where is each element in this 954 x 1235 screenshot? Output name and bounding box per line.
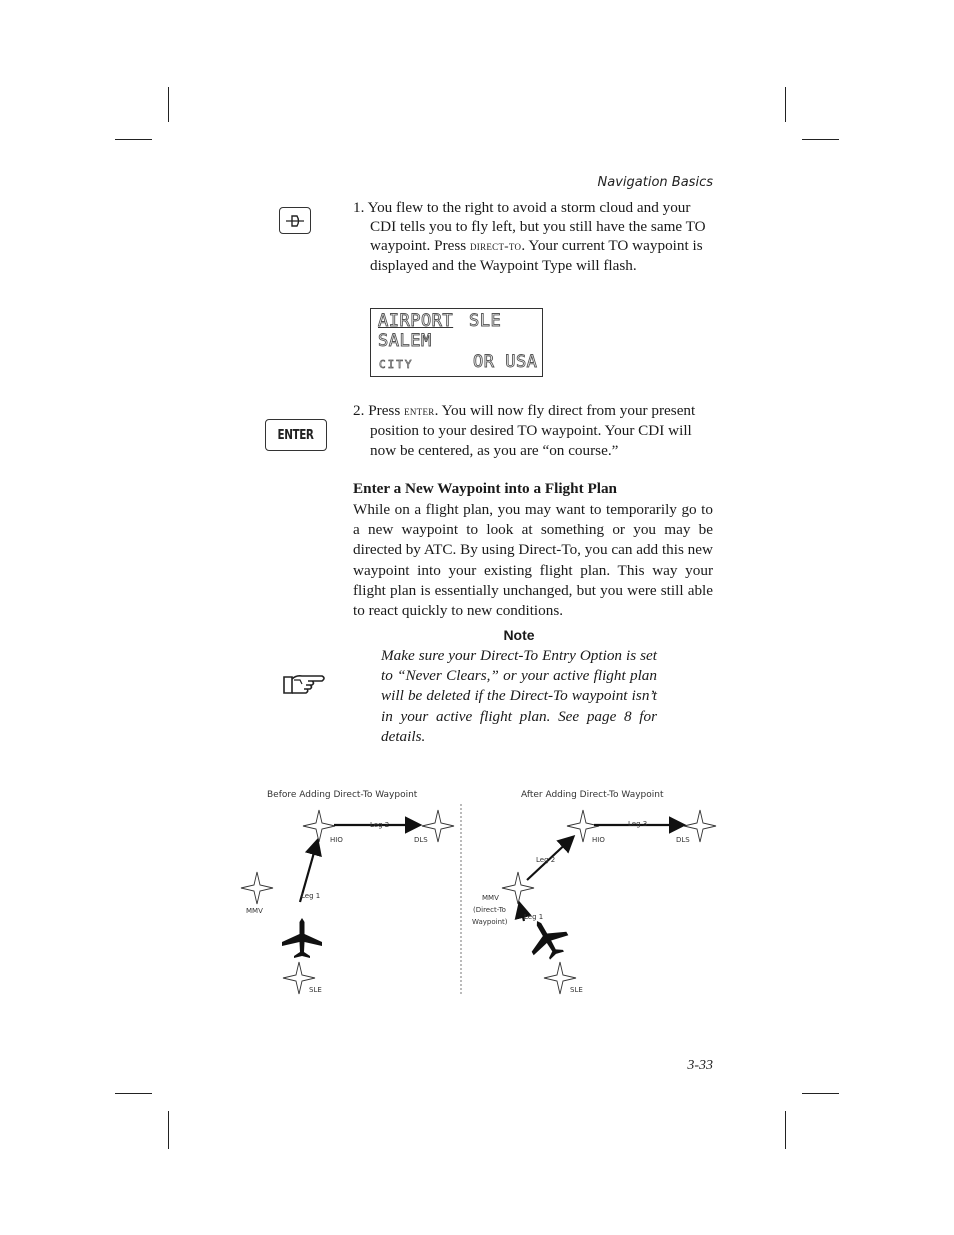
label-mmv: MMV xyxy=(482,894,499,902)
crop-mark xyxy=(168,1111,169,1149)
page-number: 3-33 xyxy=(687,1058,713,1073)
step-2 xyxy=(353,401,715,462)
step-1-text: 1. You flew to the right to avoid a storm cloud and your CDI tells you to fly left, but you still have the same TO waypoint. Press xyxy=(353,199,706,255)
lcd-region: OR USA xyxy=(473,352,538,372)
enter-key-inline: enter xyxy=(404,403,435,418)
label-mmv-note: (Direct-To xyxy=(473,906,506,914)
before-title: Before Adding Direct-To Waypoint xyxy=(267,790,418,800)
enter-key-label: ENTER xyxy=(277,427,315,443)
step-2-text-end: . You will now fly direct from your present position to your desired TO waypoint. Your CDI will now be centered, as you are “on course.” xyxy=(370,402,696,460)
step-2-text: 2. Press xyxy=(353,402,405,419)
label-dls: DLS xyxy=(676,836,690,844)
lcd-waypoint-name: SALEM xyxy=(378,331,432,351)
direct-to-diagram xyxy=(238,782,718,1002)
aircraft-icon xyxy=(282,918,322,958)
crop-mark xyxy=(115,1093,152,1094)
gps-screen xyxy=(370,308,543,377)
label-leg-2: Leg 2 xyxy=(370,821,390,829)
pointing-hand-icon xyxy=(282,671,328,699)
label-sle: SLE xyxy=(570,986,583,994)
section-heading: Enter a New Waypoint into a Flight Plan xyxy=(353,480,617,497)
label-leg-1: Leg 1 xyxy=(524,913,544,921)
label-leg-1: Leg 1 xyxy=(301,892,321,900)
label-hio: HIO xyxy=(592,836,605,844)
direct-to-key xyxy=(279,207,311,234)
label-leg-2: Leg 2 xyxy=(536,856,556,864)
direct-to-icon xyxy=(284,213,306,229)
lcd-waypoint-id: SLE xyxy=(469,311,502,331)
after-title: After Adding Direct-To Waypoint xyxy=(521,790,664,800)
label-sle: SLE xyxy=(309,986,322,994)
direct-to-key-label: direct-to xyxy=(469,238,522,254)
step-1 xyxy=(353,198,715,275)
crop-mark xyxy=(168,87,169,122)
crop-mark xyxy=(115,139,152,140)
section-paragraph: While on a flight plan, you may want to temporarily go to a new waypoint to look at something or you may be directed by ATC. By using Direct-To, you can add this new waypoint into your existing flight plan. This way your flight plan is essentially unchanged, but you were still able to react quickly to new conditions. xyxy=(353,501,713,620)
label-mmv-note: Waypoint) xyxy=(472,918,508,926)
step-1-text-end: . Your current TO waypoint is displayed and the Waypoint Type will flash. xyxy=(370,237,703,274)
crop-mark xyxy=(785,1111,786,1149)
lcd-city-label: CITY xyxy=(379,358,414,371)
note-title: Note xyxy=(503,627,535,643)
note-body: Make sure your Direct-To Entry Option is set to “Never Clears,” or your active flight plan will be deleted if the Direct-To waypoint isn’t in your active flight plan. See page 8 for details. xyxy=(381,647,657,745)
running-header: Navigation Basics xyxy=(597,175,713,190)
label-dls: DLS xyxy=(414,836,428,844)
crop-mark xyxy=(785,87,786,122)
label-leg-3: Leg 3 xyxy=(628,820,648,828)
waypoint-mmv-marker xyxy=(241,872,273,904)
lcd-waypoint-type: AIRPORT xyxy=(378,311,454,331)
enter-key xyxy=(265,419,327,451)
crop-mark xyxy=(802,139,839,140)
label-mmv: MMV xyxy=(246,907,263,915)
crop-mark xyxy=(802,1093,839,1094)
label-hio: HIO xyxy=(330,836,343,844)
